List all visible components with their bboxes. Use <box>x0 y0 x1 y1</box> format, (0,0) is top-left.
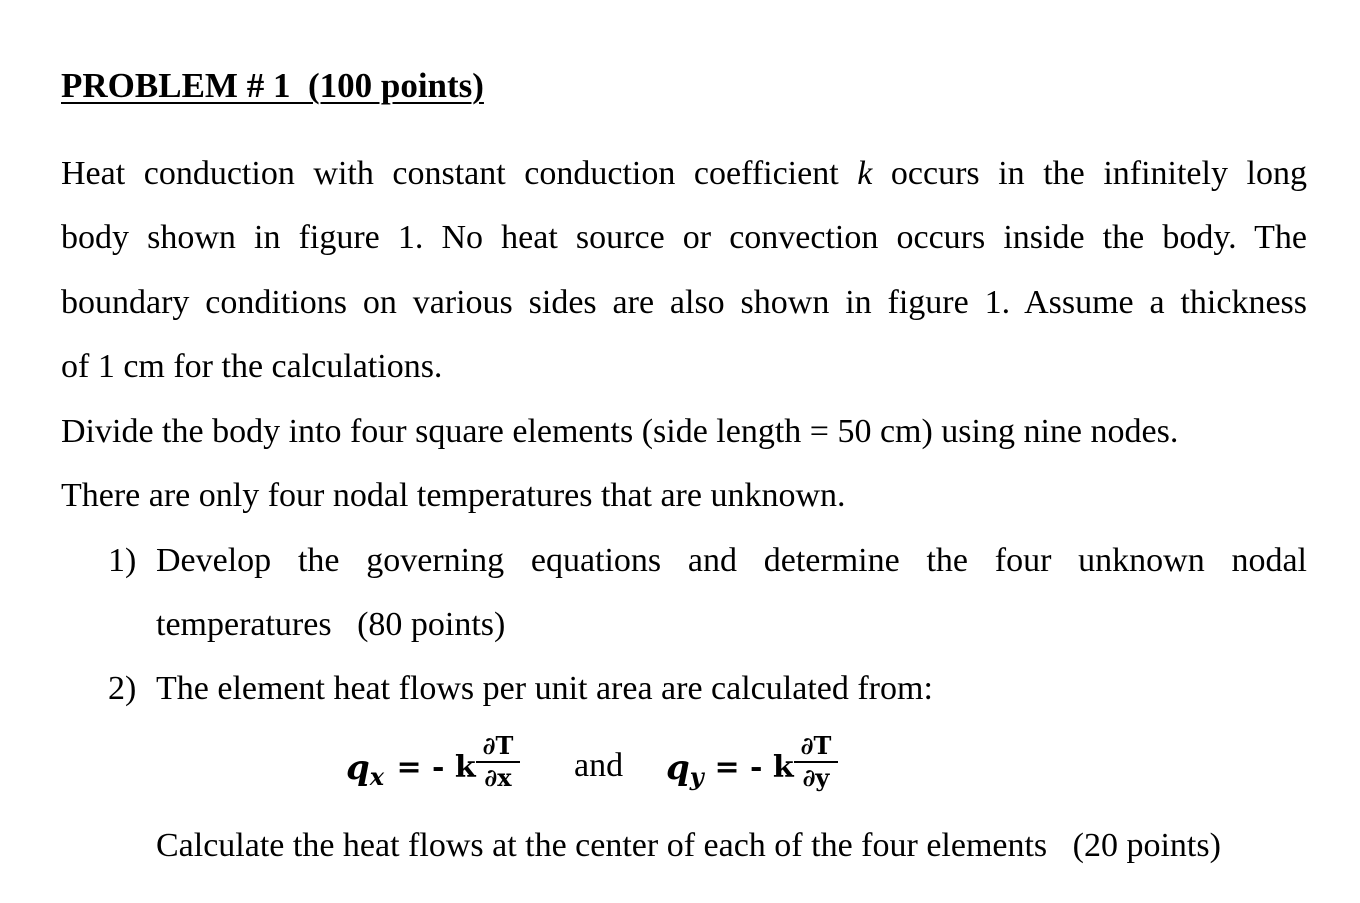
item1-line1: Develop the governing equations and determine the four unknown nodal <box>156 542 1307 579</box>
item-number-1: 1) <box>108 542 137 579</box>
paragraph2-line1: Divide the body into four square elements (side length = 50 cm) using nine nodes. <box>61 413 1179 450</box>
paragraph1-line1 <box>61 154 1307 194</box>
denominator: ∂x <box>484 763 512 792</box>
q-symbol: q <box>346 748 370 788</box>
paragraph2-line2: There are only four nodal temperatures that are unknown. <box>61 477 846 514</box>
text-segment: Heat conduction with constant conduction coefficient <box>61 155 858 192</box>
text-segment: occurs in the infinitely long <box>872 155 1307 192</box>
variable-k: k <box>857 155 873 192</box>
heat-flow-formula <box>340 730 860 810</box>
paragraph1-line2: body shown in figure 1. No heat source or convection occurs inside the body. The <box>61 219 1307 256</box>
and-word: and <box>574 747 624 784</box>
numerator: ∂T <box>800 731 832 760</box>
item2-line1: The element heat flows per unit area are calculated from: <box>156 670 933 707</box>
q-symbol: q <box>666 748 690 788</box>
equals-minus-k-1: = - k <box>386 750 476 785</box>
item-number-2: 2) <box>108 670 137 707</box>
paragraph1-line4: of 1 cm for the calculations. <box>61 348 443 385</box>
item1-line2: temperatures (80 points) <box>156 606 506 643</box>
equals-minus-k-2: = - k <box>704 750 794 785</box>
paragraph1-line3: boundary conditions on various sides are also shown in figure 1. Assume a thickness <box>61 284 1307 321</box>
x-subscript: x <box>369 762 385 791</box>
denominator: ∂y <box>802 763 830 792</box>
fraction-dT-dx <box>476 732 520 792</box>
final-instruction: Calculate the heat flows at the center of each of the four elements (20 points) <box>156 827 1221 864</box>
problem-title: PROBLEM # 1 (100 points) <box>61 66 484 105</box>
qy-term <box>666 748 704 791</box>
qx-term <box>346 748 384 791</box>
numerator: ∂T <box>482 731 514 760</box>
y-subscript: y <box>689 762 704 791</box>
fraction-dT-dy <box>794 732 838 792</box>
